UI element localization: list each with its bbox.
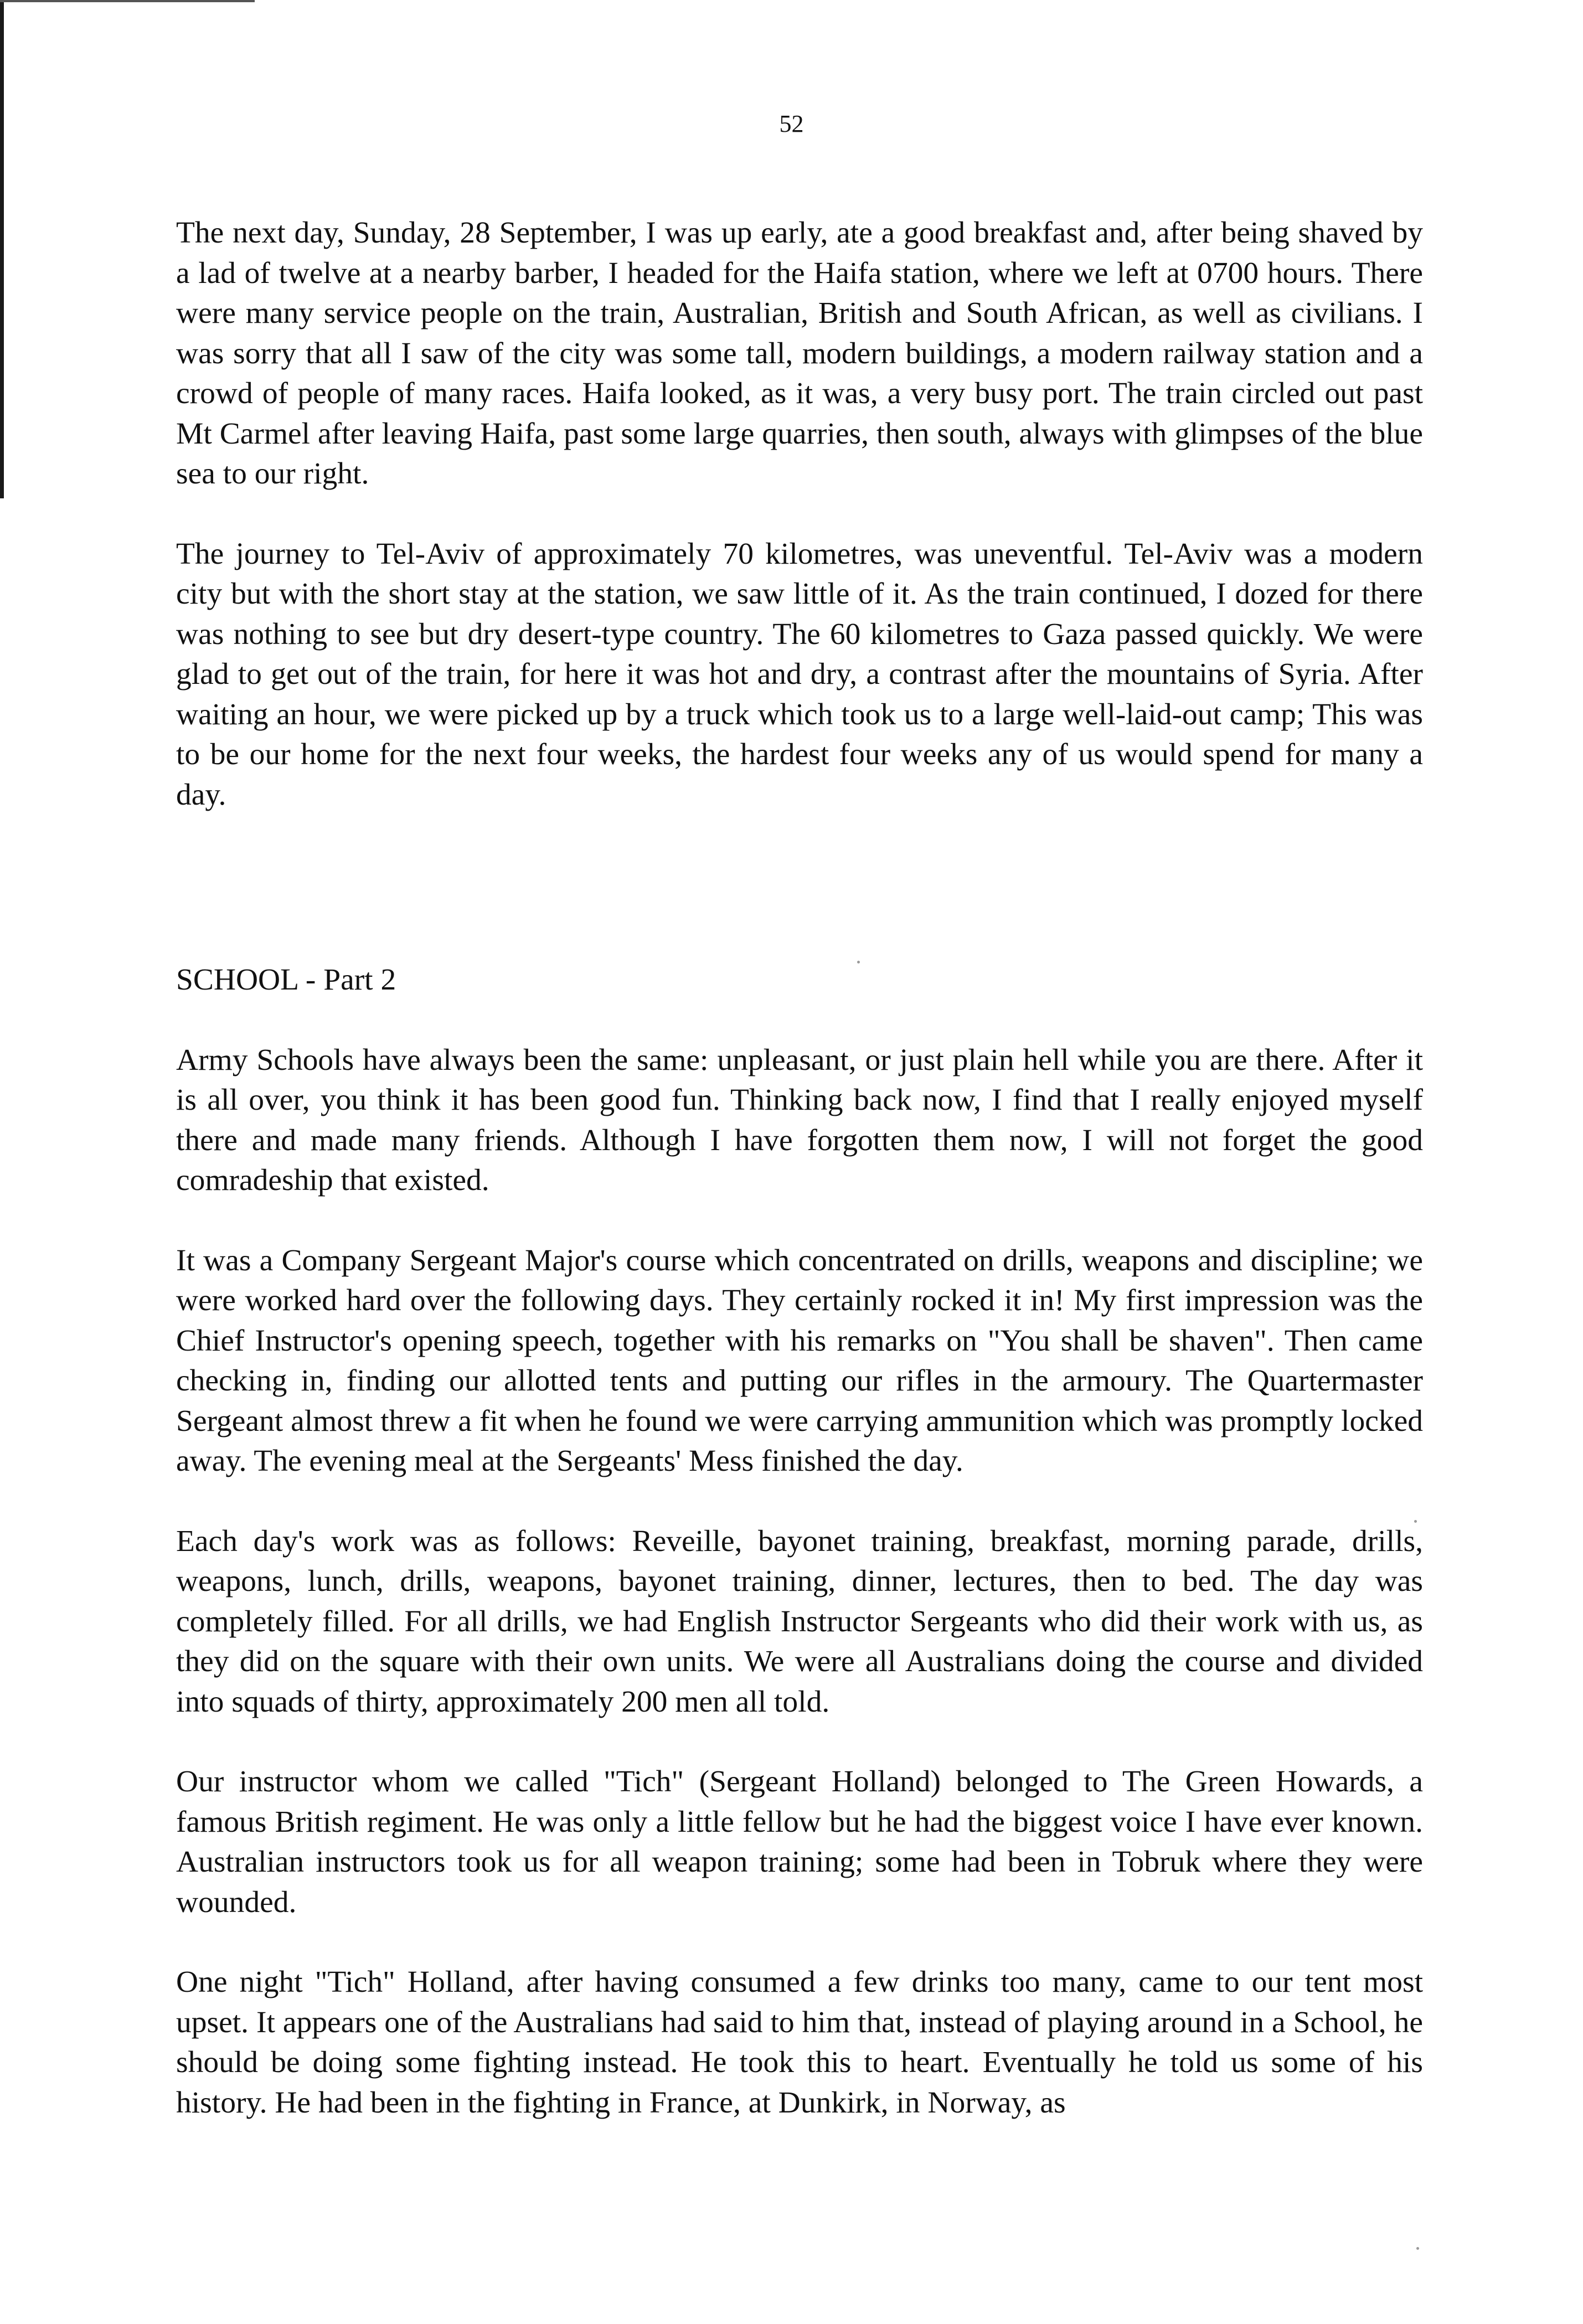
body-paragraph-haifa: The next day, Sunday, 28 September, I was up early, ate a good breakfast and, after being shaved by a lad of twelve at a nearby barber, I headed for the Haifa station, where we left at 0700 hours. There were many service people on the train, Australian, British and South African, as well as civilians. I was sorry that all I saw of the city was some tall, modern buildings, a modern railway station and a crowd of people of many races. Haifa looked, as it was, a very busy port. The train circled out past Mt Carmel after leaving Haifa, past some large quarries, then south, always with glimpses of the blue sea to our right.: [176, 216, 1423, 491]
heading-gap: [176, 1001, 1423, 1040]
body-paragraph-army-schools: Army Schools have always been the same: unpleasant, or just plain hell while you are there. After it is all over, you think it has been good fun. Thinking back now, I find that I really enjoyed myself there and made many friends. Although I have forgotten them now, I will not forget the good comradeship that existed.: [176, 1043, 1423, 1197]
body-paragraph-course: It was a Company Sergeant Major's course which concentrated on drills, weapons and discipline; we were worked hard over the following days. They certainly rocked it in! My first impression was the Chief Instructor's opening speech, together with his remarks on "You shall be shaven". Then came checking in, finding our allotted tents and putting our rifles in the armoury. The Quartermaster Sergeant almost threw a fit when he found we were carrying ammunition which was promptly locked away. The evening meal at the Sergeants' Mess finished the day.: [176, 1243, 1423, 1478]
section-heading: SCHOOL - Part 2: [176, 963, 396, 997]
page-number: 52: [779, 110, 804, 137]
scan-speck: [1414, 1520, 1417, 1523]
scan-speck: [857, 961, 860, 963]
body-paragraph-instructor: Our instructor whom we called "Tich" (Sergeant Holland) belonged to The Green Howards, a famous British regiment. He was only a little fellow but he had the biggest voice I have ever known. Australian instructors took us for all weapon training; some had been in Tobruk where they were wounded.: [176, 1765, 1423, 1919]
body-paragraph-daily-routine: Each day's work was as follows: Reveille, bayonet training, breakfast, morning parade, drills, weapons, lunch, drills, weapons, bayonet training, dinner, lectures, then to bed. The day was completely filled. For all drills, we had English Instructor Sergeants who did their work with us, as they did on the square with their own units. We were all Australians doing the course and divided into squads of thirty, approximately 200 men all told.: [176, 1524, 1423, 1719]
scan-edge-top: [0, 0, 255, 2]
body-paragraph-tich-holland: One night "Tich" Holland, after having consumed a few drinks too many, came to our tent most upset. It appears one of the Australians had said to him that, instead of playing around in a School, he should be doing some fighting instead. He took this to heart. Eventually he told us some of his history. He had been in the fighting in France, at Dunkirk, in Norway, as: [176, 1965, 1423, 2120]
body-paragraph-tel-aviv: The journey to Tel-Aviv of approximately 70 kilometres, was uneventful. Tel-Aviv was a modern city but with the short stay at the station, we saw little of it. As the train continued, I dozed for there was nothing to see but dry desert-type country. The 60 kilometres to Gaza passed quickly. We were glad to get out of the train, for here it was hot and dry, a contrast after the mountains of Syria. After waiting an hour, we were picked up by a truck which took us to a large well-laid-out camp; This was to be our home for the next four weeks, the hardest four weeks any of us would spend for many a day.: [176, 537, 1423, 812]
page-body: [176, 213, 1423, 2123]
section-gap: [176, 815, 1423, 960]
scan-edge-left: [0, 0, 4, 498]
scan-speck: [1416, 2247, 1419, 2250]
